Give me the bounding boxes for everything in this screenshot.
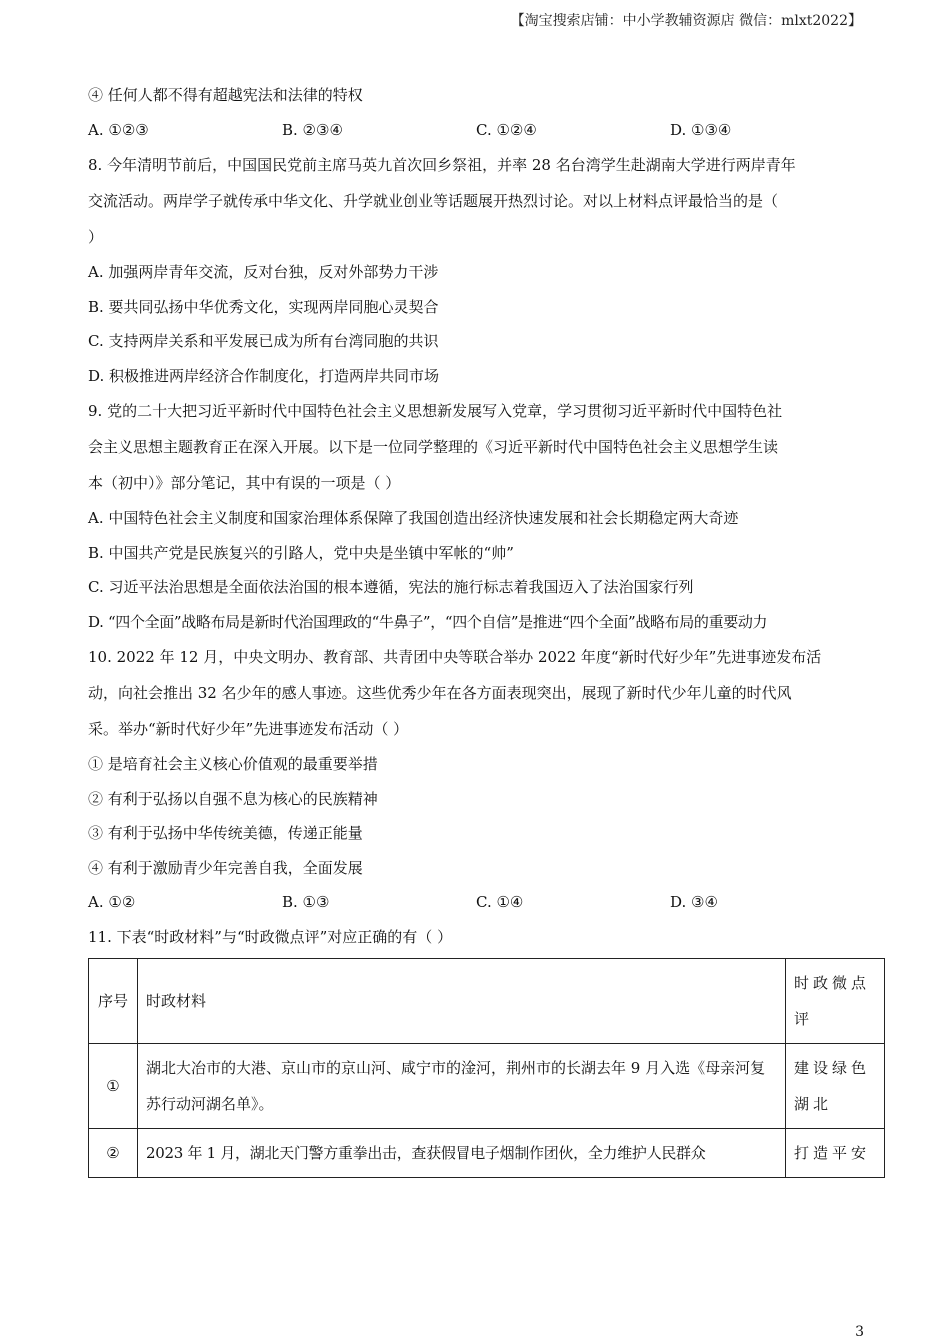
q10-item-1: ① 是培育社会主义核心价值观的最重要举措 — [88, 755, 378, 773]
q11-table — [88, 958, 885, 1178]
row-index: ② — [89, 1129, 138, 1178]
table-row — [89, 1129, 885, 1178]
q9-option-b: B. 中国共产党是民族复兴的引路人，党中央是坐镇中军帐的“帅” — [88, 543, 514, 562]
q10-option-c: C. ①④ — [476, 893, 524, 911]
q9-option-d: D. “四个全面”战略布局是新时代治国理政的“牛鼻子”，“四个自信”是推进“四个全面”战略布局的重要动力 — [88, 612, 768, 631]
q8-option-c: C. 支持两岸关系和平发展已成为所有台湾同胞的共识 — [88, 332, 439, 350]
q8-stem-line-1: 8. 今年清明节前后，中国国民党前主席马英九首次回乡祭祖，并率 28 名台湾学生赴湖南大学进行两岸青年 — [88, 156, 796, 174]
q8-stem-line-2: 交流活动。两岸学子就传承中华文化、升学就业创业等话题展开热烈讨论。对以上材料点评最恰当的是（ — [88, 192, 779, 210]
q7-options — [88, 113, 866, 148]
header-cell-index: 序号 — [89, 959, 138, 1044]
q10-item-3: ③ 有利于弘扬中华传统美德，传递正能量 — [88, 824, 363, 842]
q8-option-a: A. 加强两岸青年交流，反对台独，反对外部势力干涉 — [88, 263, 439, 281]
q8-stem-line-3: ） — [88, 228, 104, 246]
q10-stem-line-2: 动，向社会推出 32 名少年的感人事迹。这些优秀少年在各方面表现突出，展现了新时代少年儿童的时代风 — [88, 684, 792, 702]
q9-option-a: A. 中国特色社会主义制度和国家治理体系保障了我国创造出经济快速发展和社会长期稳定两大奇迹 — [88, 509, 739, 527]
header-cell-material: 时政材料 — [138, 959, 786, 1044]
q10-option-b: B. ①③ — [282, 893, 330, 911]
row-comment: 建设绿色湖北 — [786, 1044, 885, 1129]
q10-stem-line-3: 采。举办“新时代好少年”先进事迹发布活动（ ） — [88, 720, 409, 738]
q7-option-a: A. ①②③ — [88, 120, 149, 139]
q10-option-a: A. ①② — [88, 893, 136, 911]
q7-option-b: B. ②③④ — [282, 120, 343, 139]
row-index: ① — [89, 1044, 138, 1129]
q7-option-c: C. ①②④ — [476, 120, 537, 139]
q10-stem-line-1: 10. 2022 年 12 月，中央文明办、教育部、共青团中央等联合举办 2022 年度“新时代好少年”先进事迹发布活 — [88, 648, 822, 666]
q7-option-d: D. ①③④ — [670, 120, 732, 139]
page-header: 【淘宝搜索店铺：中小学教辅资源店 微信：mlxt2022】 — [510, 13, 862, 29]
q9-stem-line-3: 本（初中）》部分笔记，其中有误的一项是（ ） — [88, 474, 401, 492]
q9-stem-line-2: 会主义思想主题教育正在深入开展。以下是一位同学整理的《习近平新时代中国特色社会主义思想学生读 — [88, 438, 779, 456]
q10-item-4: ④ 有利于激励青少年完善自我，全面发展 — [88, 858, 363, 877]
q10-option-d: D. ③④ — [670, 893, 718, 911]
table-row — [89, 1044, 885, 1129]
header-cell-comment: 时政微点评 — [786, 959, 885, 1044]
page-number: 3 — [855, 1324, 864, 1340]
q10-options — [88, 885, 866, 920]
table-header-row — [89, 959, 885, 1044]
q9-option-c: C. 习近平法治思想是全面依法治国的根本遵循，宪法的施行标志着我国迈入了法治国家行列 — [88, 578, 694, 596]
row-material: 湖北大冶市的大港、京山市的京山河、咸宁市的淦河，荆州市的长湖去年 9 月入选《母亲河复苏行动河湖名单》。 — [138, 1044, 786, 1129]
q8-option-b: B. 要共同弘扬中华优秀文化，实现两岸同胞心灵契合 — [88, 297, 439, 316]
q11-stem: 11. 下表“时政材料”与“时政微点评”对应正确的有（ ） — [88, 927, 453, 946]
q8-option-d: D. 积极推进两岸经济合作制度化，打造两岸共同市场 — [88, 366, 440, 385]
q7-item-4: ④ 任何人都不得有超越宪法和法律的特权 — [88, 86, 363, 104]
row-comment: 打造平安 — [786, 1129, 885, 1178]
q10-item-2: ② 有利于弘扬以自强不息为核心的民族精神 — [88, 789, 378, 808]
document-body — [88, 78, 871, 1178]
q9-stem-line-1: 9. 党的二十大把习近平新时代中国特色社会主义思想新发展写入党章，学习贯彻习近平新时代中国特色社 — [88, 402, 783, 420]
row-material: 2023 年 1 月，湖北天门警方重拳出击，查获假冒电子烟制作团伙，全力维护人民群众 — [138, 1129, 786, 1178]
